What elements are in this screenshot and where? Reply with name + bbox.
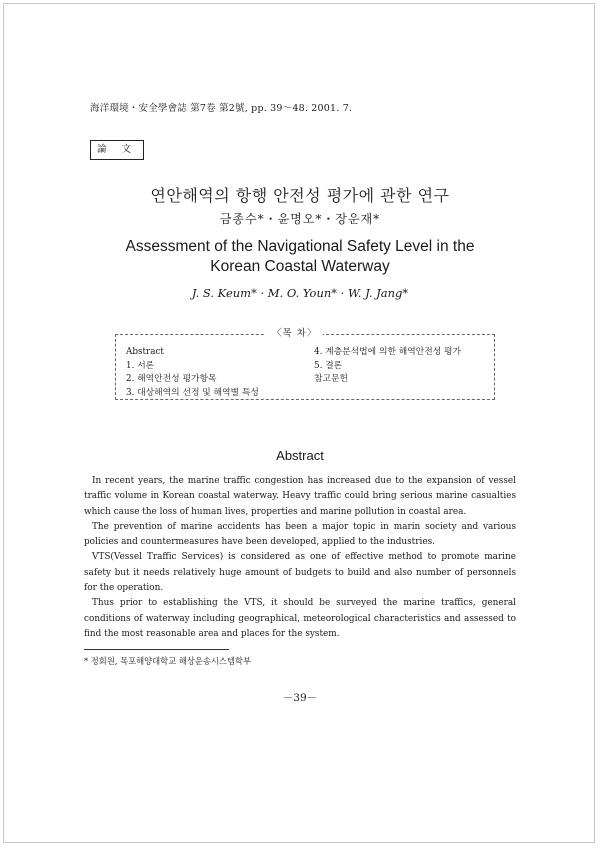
authors-korean: 금종수*・윤명오*・장운재*	[219, 212, 381, 226]
toc-item: 3. 대상해역의 선정 및 해역별 특성	[126, 387, 259, 398]
title-korean: 연안해역의 항행 안전성 평가에 관한 연구	[150, 186, 450, 205]
journal-reference: 海洋環境・安全學會誌 第7卷 第2號, pp. 39～48. 2001. 7.	[90, 103, 353, 114]
title-english: Assessment of the Navigational Safety Level in the Korean Coastal Waterway	[125, 238, 475, 275]
toc-right-column	[314, 346, 461, 387]
abstract-body	[84, 474, 516, 642]
toc-item: 5. 결론	[314, 360, 343, 371]
article-type-tag: 論 文	[90, 140, 144, 160]
toc-item: 2. 해역안전성 평가항목	[126, 374, 217, 384]
footnote-divider	[84, 649, 229, 650]
footnote: * 정회원, 목포해양대학교 해상운송시스템학부	[84, 656, 251, 666]
abstract-paragraph: Thus prior to establishing the VTS, it should be surveyed the marine traffics, general conditions of waterway including geographical, meteorological characteristics and assessed to find the most reasonable area and places for the system.	[84, 598, 516, 639]
toc-item: 1. 서론	[126, 360, 155, 371]
abstract-paragraph: VTS(Vessel Traffic Services) is considered as one of effective method to promote marine safety but it needs relatively huge amount of budgets to build and also number of personnels for the operation.	[84, 552, 516, 594]
abstract-heading: Abstract	[276, 448, 324, 463]
page-border	[3, 3, 595, 843]
abstract-paragraph: In recent years, the marine traffic congestion has increased due to the expansion of vessel traffic volume in Korean coastal waterway. Heavy traffic could bring serious marine casualties which cause the loss of human lives, properties and marine pollution in coastal area.	[84, 476, 516, 517]
toc-item: Abstract	[126, 347, 164, 357]
abstract-paragraph: The prevention of marine accidents has been a major topic in marin society and various policies and countermeasures have been developed, applied to the industries.	[84, 521, 516, 548]
authors-english: J. S. Keum* · M. O. Youn* · W. J. Jang*	[191, 286, 409, 300]
toc-heading: 〈목 차〉	[266, 328, 323, 340]
toc-left-column	[126, 346, 259, 400]
toc-item: 4. 계층분석법에 의한 해역안전성 평가	[314, 347, 462, 357]
page-number: －39－	[282, 692, 318, 704]
table-of-contents	[115, 328, 495, 400]
toc-item: 참고문헌	[314, 374, 348, 384]
